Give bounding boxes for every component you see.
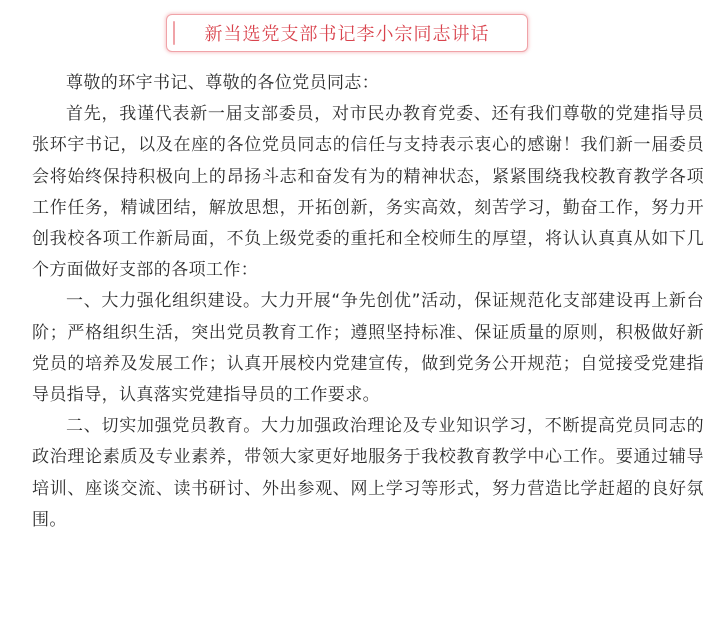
intro-paragraph: 首先，我谨代表新一届支部委员，对市民办教育党委、还有我们尊敬的党建指导员张环宇书记，以及在座的各位党员同志的信任与支持表示衷心的感谢！我们新一届委员会将始终保持积极向上的昂扬斗志和奋发有为的精神状态，紧紧围绕我校教育教学各项工作任务，精诚团结，解放思想，开拓创新，务实高效，刻苦学习，勤奋工作，努力开创我校各项工作新局面，不负上级党委的重托和全校师生的厚望，将认认真真从如下几个方面做好支部的各项工作： [32,104,704,281]
title-banner [166,14,528,52]
article-body [32,68,704,536]
banner-accent-line [173,21,175,45]
section-two-paragraph: 二、切实加强党员教育。大力加强政治理论及专业知识学习，不断提高党员同志的政治理论素质及专业素养，带领大家更好地服务于我校教育教学中心工作。要通过辅导培训、座谈交流、读书研讨、外出参观、网上学习等形式，努力营造比学赶超的良好氛围。 [32,416,704,530]
section-one-paragraph: 一、大力强化组织建设。大力开展“争先创优”活动，保证规范化支部建设再上新台阶；严格组织生活，突出党员教育工作；遵照坚持标准、保证质量的原则，积极做好新党员的培养及发展工作；认真开展校内党建宣传，做到党务公开规范；自觉接受党建指导员指导，认真落实党建指导员的工作要求。 [32,291,704,406]
salutation-paragraph: 尊敬的环宇书记、尊敬的各位党员同志： [66,73,380,93]
page-title: 新当选党支部书记李小宗同志讲话 [204,24,490,45]
